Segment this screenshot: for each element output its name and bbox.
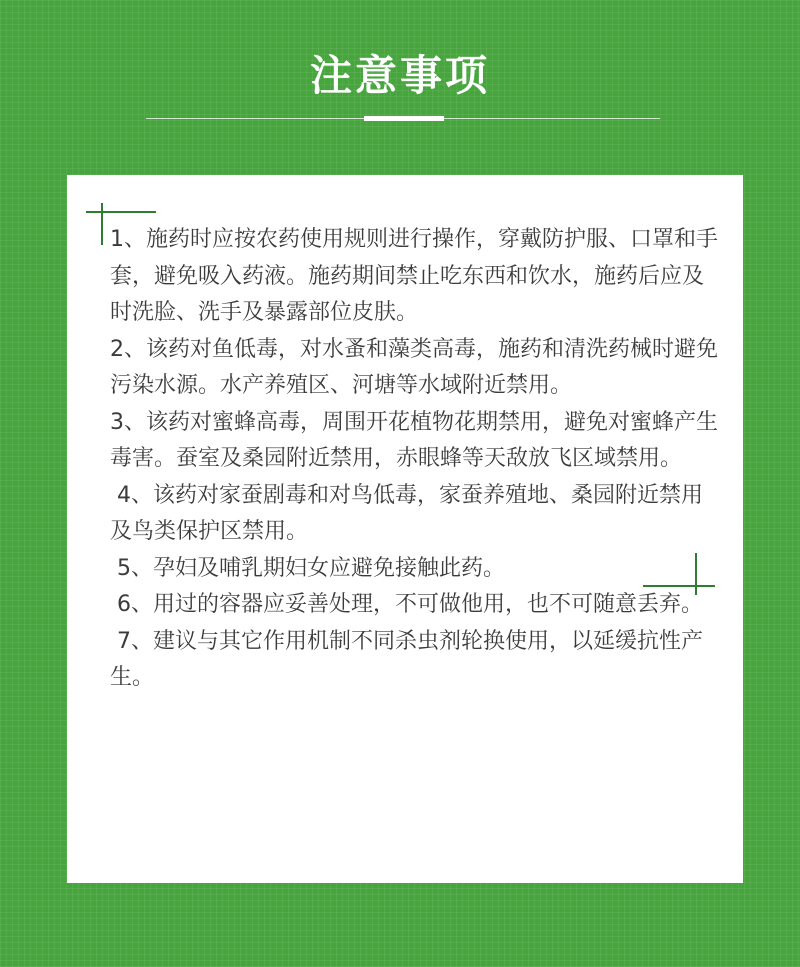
note-item-6: 6、用过的容器应妥善处理，不可做他用，也不可随意丢弃。 <box>110 592 703 617</box>
note-item-7: 7、建议与其它作用机制不同杀虫剂轮换使用，以延缓抗性产生。 <box>110 628 703 690</box>
corner-line-top-left-vertical <box>101 203 103 245</box>
note-item-3: 3、该药对蜜蜂高毒，周围开花植物花期禁用，避免对蜜蜂产生毒害。蚕室及桑园附近禁用，赤眼蜂等天敌放飞区域禁用。 <box>110 409 718 471</box>
note-item-2: 2、该药对鱼低毒，对水蚤和藻类高毒，施药和清洗药械时避免污染水源。水产养殖区、河塘等水域附近禁用。 <box>110 336 718 398</box>
corner-line-top-left-horizontal <box>86 211 156 213</box>
note-item-4: 4、该药对家蚕剧毒和对鸟低毒，家蚕养殖地、桑园附近禁用及鸟类保护区禁用。 <box>110 482 703 544</box>
page-title: 注意事项 <box>309 51 490 100</box>
note-item-1: 1、施药时应按农药使用规则进行操作，穿戴防护服、口罩和手套，避免吸入药液。施药期间禁止吃东西和饮水，施药后应及时洗脸、洗手及暴露部位皮肤。 <box>110 227 718 325</box>
title-divider-accent <box>364 116 444 121</box>
notes-list <box>110 222 718 697</box>
note-item-5: 5、孕妇及哺乳期妇女应避免接触此药。 <box>110 555 505 581</box>
